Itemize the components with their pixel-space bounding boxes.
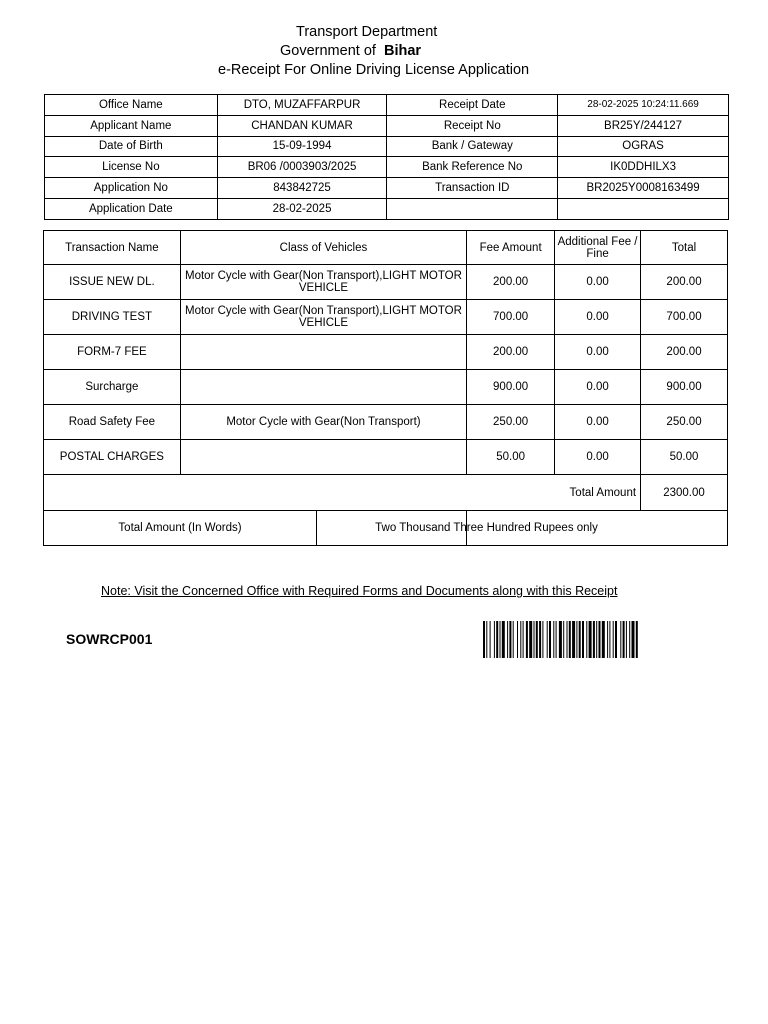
receipt-note: Note: Visit the Concerned Office with Required Forms and Documents along with this Receipt: [101, 584, 618, 598]
header-fee-amount: Fee Amount: [467, 231, 555, 265]
fee-amount: 200.00: [467, 265, 555, 300]
class-of-vehicles: Motor Cycle with Gear(Non Transport),LIGHT MOTOR VEHICLE: [180, 265, 466, 300]
class-of-vehicles: [180, 440, 466, 475]
info-label: Date of Birth: [45, 136, 218, 157]
info-value: OGRAS: [558, 136, 729, 157]
state-name: Bihar: [383, 43, 422, 59]
fee-amount: 700.00: [467, 300, 555, 335]
additional-fee: 0.00: [555, 265, 641, 300]
additional-fee: 0.00: [555, 405, 641, 440]
fee-amount: 50.00: [467, 440, 555, 475]
row-total: 250.00: [641, 405, 728, 440]
applicant-info-table: [44, 94, 729, 220]
info-label: Receipt Date: [387, 95, 558, 116]
info-value: 28-02-2025: [217, 198, 387, 219]
info-value: 15-09-1994: [217, 136, 387, 157]
fee-amount: 250.00: [467, 405, 555, 440]
fee-row: [44, 265, 728, 300]
row-total: 200.00: [641, 265, 728, 300]
row-total: 50.00: [641, 440, 728, 475]
info-label: Application Date: [45, 198, 218, 219]
info-label: [387, 198, 558, 219]
info-row: [45, 136, 729, 157]
fee-table-header: [44, 231, 728, 265]
receipt-title: e-Receipt For Online Driving License Application: [218, 62, 530, 78]
info-value: BR25Y/244127: [558, 115, 729, 136]
form-code: SOWRCP001: [66, 631, 153, 647]
header-total: Total: [641, 231, 728, 265]
additional-fee: 0.00: [555, 300, 641, 335]
amount-in-words-row: [44, 511, 728, 546]
class-of-vehicles: Motor Cycle with Gear(Non Transport),LIGHT MOTOR VEHICLE: [180, 300, 466, 335]
info-value: 28-02-2025 10:24:11.669: [558, 95, 729, 116]
info-row: [45, 95, 729, 116]
info-value: [558, 198, 729, 219]
info-row: [45, 115, 729, 136]
class-of-vehicles: Motor Cycle with Gear(Non Transport): [180, 405, 466, 440]
info-value: BR2025Y0008163499: [558, 178, 729, 199]
info-row: [45, 198, 729, 219]
fee-amount: 900.00: [467, 370, 555, 405]
info-label: Office Name: [45, 95, 218, 116]
total-amount-label: Total Amount: [44, 475, 641, 511]
header-class-of-vehicles: Class of Vehicles: [180, 231, 466, 265]
total-amount-row: [44, 475, 728, 511]
info-label: Bank / Gateway: [387, 136, 558, 157]
additional-fee: 0.00: [555, 370, 641, 405]
class-of-vehicles: [180, 370, 466, 405]
info-value: 843842725: [217, 178, 387, 199]
info-label: Receipt No: [387, 115, 558, 136]
additional-fee: 0.00: [555, 440, 641, 475]
government-line: [280, 43, 421, 59]
header-transaction-name: Transaction Name: [44, 231, 181, 265]
header-additional-fee: Additional Fee / Fine: [555, 231, 641, 265]
info-label: Applicant Name: [45, 115, 218, 136]
transaction-name: DRIVING TEST: [44, 300, 181, 335]
fee-row: [44, 405, 728, 440]
info-label: Bank Reference No: [387, 157, 558, 178]
row-total: 200.00: [641, 335, 728, 370]
transaction-name: ISSUE NEW DL.: [44, 265, 181, 300]
government-prefix: Government of: [280, 43, 376, 59]
info-label: Transaction ID: [387, 178, 558, 199]
amount-in-words-value-cell: [375, 511, 728, 546]
info-value: DTO, MUZAFFARPUR: [217, 95, 387, 116]
transaction-name: FORM-7 FEE: [44, 335, 181, 370]
fee-amount: 200.00: [467, 335, 555, 370]
fee-row: [44, 440, 728, 475]
class-of-vehicles: [180, 335, 466, 370]
transaction-name: POSTAL CHARGES: [44, 440, 181, 475]
fee-row: [44, 370, 728, 405]
info-row: [45, 178, 729, 199]
transaction-name: Surcharge: [44, 370, 181, 405]
transaction-name: Road Safety Fee: [44, 405, 181, 440]
info-value: IK0DDHILX3: [558, 157, 729, 178]
amount-in-words-label: Total Amount (In Words): [44, 511, 317, 545]
fee-row: [44, 300, 728, 335]
row-total: 700.00: [641, 300, 728, 335]
barcode-icon: [483, 621, 697, 658]
row-total: 900.00: [641, 370, 728, 405]
info-value: BR06 /0003903/2025: [217, 157, 387, 178]
info-label: Application No: [45, 178, 218, 199]
total-amount-value: 2300.00: [641, 475, 728, 511]
additional-fee: 0.00: [555, 335, 641, 370]
amount-in-words-value: Two Thousand Three Hundred Rupees only: [375, 522, 598, 534]
info-label: License No: [45, 157, 218, 178]
info-row: [45, 157, 729, 178]
info-value: CHANDAN KUMAR: [217, 115, 387, 136]
fee-row: [44, 335, 728, 370]
fee-table: [43, 230, 728, 546]
department-title: Transport Department: [296, 24, 438, 40]
